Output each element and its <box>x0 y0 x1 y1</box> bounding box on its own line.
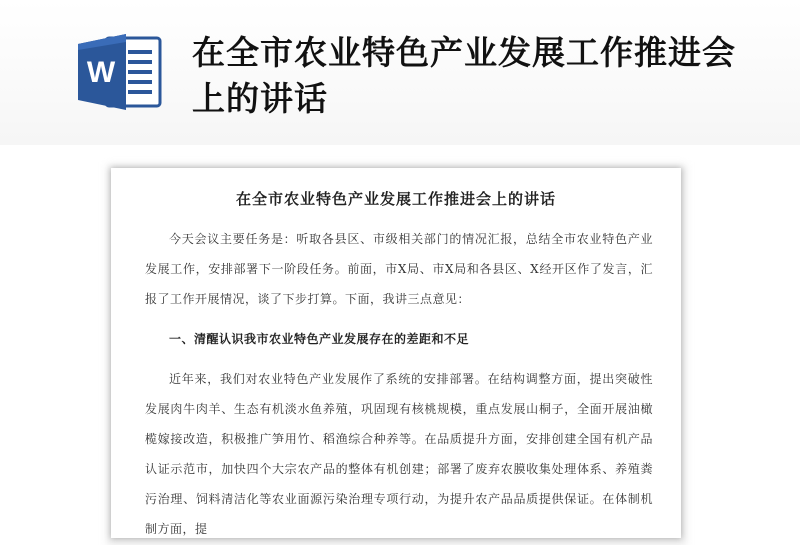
word-logo-letter: W <box>86 56 116 89</box>
document-page <box>111 168 681 538</box>
document-title: 在全市农业特色产业发展工作推进会上的讲话 <box>235 190 556 208</box>
header-banner <box>0 0 800 145</box>
banner-title: 在全市农业特色产业发展工作推进会上的讲话 <box>192 33 736 118</box>
word-document-icon <box>76 32 164 112</box>
paragraph: 今天会议主要任务是：听取各县区、市级相关部门的情况汇报，总结全市农业特色产业发展工作，安排部署下一阶段任务。前面，市X局、市X局和各县区、X经开区作了发言，汇报了工作开展情况，谈了下步打算。下面，我讲三点意见： <box>145 232 653 306</box>
section-heading: 一、清醒认识我市农业特色产业发展存在的差距和不足 <box>169 332 470 346</box>
paragraph: 近年来，我们对农业特色产业发展作了系统的安排部署。在结构调整方面，提出突破性发展肉牛肉羊、生态有机淡水鱼养殖，巩固现有核桃规模，重点发展山桐子，全面开展油橄榄嫁接改造，积极推广笋用竹、稻渔综合种养等。在品质提升方面，安排创建全国有机产品认证示范市，加快四个大宗农产品的整体有机创建；部署了废弃农膜收集处理体系、养殖粪污治理、饲料清洁化等农业面源污染治理专项行动，为提升农产品品质提供保证。在体制机制方面，提 <box>145 372 653 536</box>
